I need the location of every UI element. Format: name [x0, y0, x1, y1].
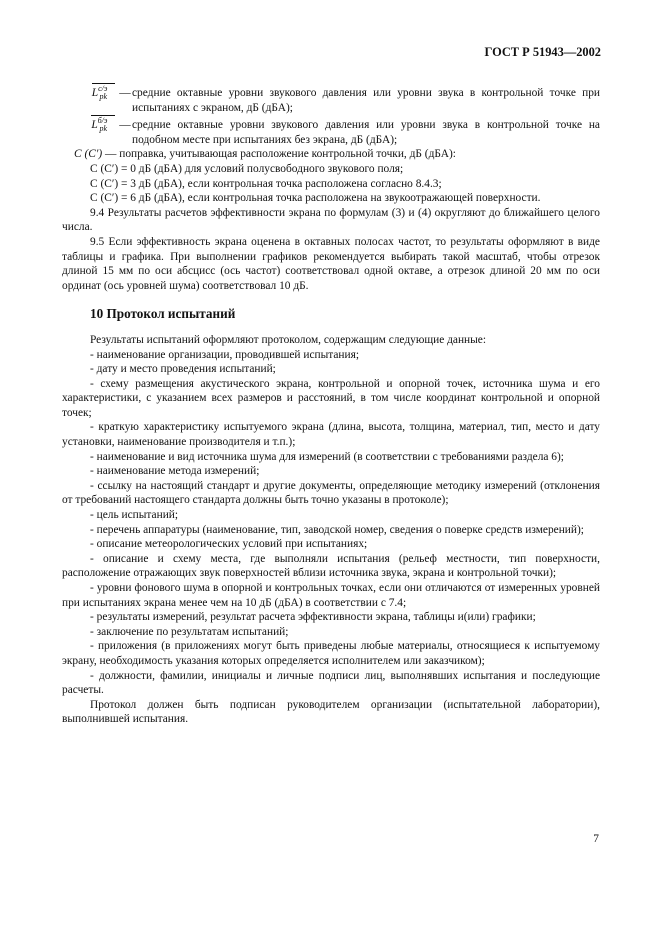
list-item: - заключение по результатам испытаний;	[90, 625, 289, 638]
correction-case-0: C (C′) = 0 дБ (дБА) для условий полусвободного звукового поля;	[90, 162, 404, 175]
list-item: - результаты измерений, результат расчета эффективности экрана, таблицы и(или) графики;	[90, 611, 536, 624]
correction-case-1: C (C′) = 3 дБ (дБА), если контрольная точка расположена согласно 8.4.3;	[90, 177, 442, 190]
page-number: 7	[593, 833, 599, 845]
section-intro: Результаты испытаний оформляют протоколом, содержащим следующие данные:	[90, 333, 487, 346]
symbol-superscript: б/э	[97, 116, 108, 126]
symbol-subscript: pk	[99, 92, 107, 101]
standard-header: ГОСТ Р 51943—2002	[484, 45, 601, 59]
paragraph-9-5: 9.5 Если эффективность экрана оценена в октавных полосах частот, то результаты оформляют в виде таблицы и графика. При выполнении графиков рекомендуется выбирать такой масштаб, чтобы отрезок длиной 15 мм по оси абсцисс (ось частот) соответствовал одной октаве, а отрезок длиной 20 мм по оси ординат (ось уровней шума) соответствовал 10 дБ.	[62, 235, 600, 292]
list-item: - ссылку на настоящий стандарт и другие документы, определяющие методику измерений (отклонения от требований настоящего стандарта должны быть точно указаны в протоколе);	[62, 479, 600, 507]
list-item: - перечень аппаратуры (наименование, тип, заводской номер, сведения о поверке средств измерений);	[90, 523, 584, 536]
definition-l-without-screen	[62, 118, 600, 147]
list-item: - уровни фонового шума в опорной и контрольных точках, если они отличаются от измеренных уровней при испытаниях экрана менее чем на 10 дБ (дБА) в соответствии с 7.4;	[62, 582, 600, 609]
list-item: - цель испытаний;	[90, 509, 179, 522]
definition-text: средние октавные уровни звукового давления или уровни звука в контрольной точке при испытаниях с экраном, дБ (дБА);	[132, 87, 600, 114]
list-item: - приложения (в приложениях могут быть приведены любые материалы, относящиеся к испытуемому экрану, необходимость указания которых определяется исполнителем или заказчиком);	[62, 640, 600, 667]
list-item: - должности, фамилии, инициалы и личные подписи лиц, выполнявших испытания и последующие расчеты.	[62, 669, 600, 697]
definition-dash: —	[119, 87, 131, 99]
list-item: - схему размещения акустического экрана, контрольной и опорной точек, источника шума и его характеристики, с указанием всех размеров и расстояний, в том числе координат контрольной и опорной точек;	[62, 377, 600, 419]
list-item: - краткую характеристику испытуемого экрана (длина, высота, толщина, материал, тип, место и дату установки, наименование производителя и т.п.);	[62, 421, 600, 449]
correction-text: — поправка, учитывающая расположение контрольной точки, дБ (дБА):	[104, 148, 456, 161]
requirements-list	[62, 348, 600, 698]
list-item: - описание и схему места, где выполняли испытания (рельеф местности, тип поверхности, расположение отражающих звук поверхностей вблизи источника звука, экрана и контрольной точки);	[62, 552, 600, 580]
symbol-superscript: с/э	[98, 84, 108, 93]
correction-definition	[62, 147, 600, 162]
list-item: - наименование организации, проводившей испытания;	[90, 348, 360, 361]
symbol-l-with-screen	[62, 86, 118, 102]
symbol-main: L	[91, 87, 99, 99]
section-title: 10 Протокол испытаний	[90, 306, 236, 322]
list-item: - наименование и вид источника шума для измерений (в соответствии с требованиями раздела 6);	[90, 450, 564, 463]
paragraph-9-4: 9.4 Результаты расчетов эффективности экрана по формулам (3) и (4) округляют до ближайшего целого числа.	[62, 206, 600, 234]
correction-case-2: C (C′) = 6 дБ (дБА), если контрольная точка расположена на звукоотражающей поверхности.	[90, 192, 541, 205]
correction-symbol: C (C′)	[74, 148, 103, 161]
list-item: - описание метеорологических условий при испытаниях;	[90, 538, 368, 551]
symbol-main: L	[91, 119, 98, 132]
definition-text: средние октавные уровни звукового давления или уровни звука в контрольной точке на подобном месте при испытаниях без экрана, дБ (дБА);	[132, 119, 600, 146]
page-content	[62, 78, 600, 727]
symbol-l-without-screen	[62, 118, 118, 134]
definition-dash: —	[119, 119, 131, 132]
definition-l-with-screen	[62, 86, 600, 115]
list-item: - дату и место проведения испытаний;	[90, 363, 276, 376]
section-closing: Протокол должен быть подписан руководителем организации (испытательной лаборатории), выполнившей испытания.	[62, 698, 600, 726]
list-item: - наименование метода измерений;	[90, 465, 260, 478]
symbol-subscript: pk	[99, 124, 107, 134]
